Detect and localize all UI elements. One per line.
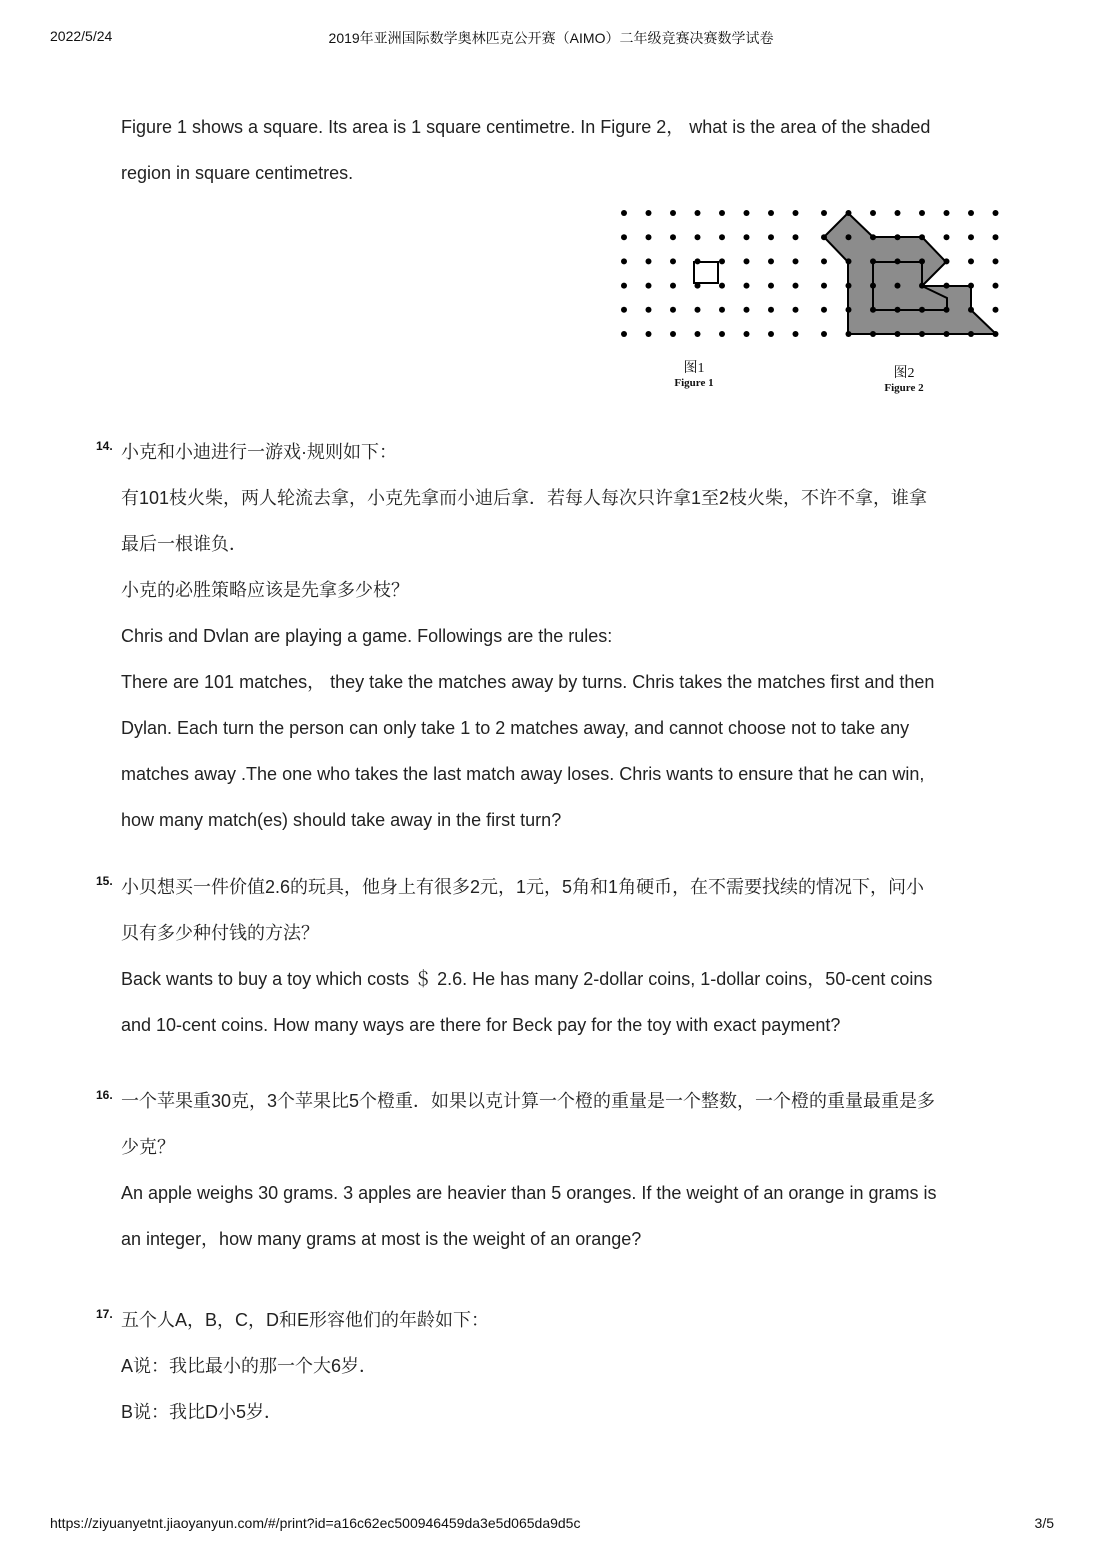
question-line: 小贝想买一件价值2.6的玩具，他身上有很多2元，1元，5角和1角硬币，在不需要找续的情况下，问小 [121,877,925,897]
grid-dot [793,210,799,216]
grid-dot [670,258,676,264]
grid-dot [821,210,827,216]
grid-dot [895,234,901,240]
grid-dot [646,307,652,313]
grid-dot [895,307,901,313]
grid-dot [846,307,852,313]
question-line: 贝有多少种付钱的方法？ [121,923,319,943]
grid-dot [821,234,827,240]
grid-dot [621,258,627,264]
grid-dot [744,210,750,216]
grid-dot [793,307,799,313]
grid-dot [719,307,725,313]
grid-dot [670,307,676,313]
question-line: Dylan. Each turn the person can only take 1 to 2 matches away, and cannot choose not to take any [121,718,910,738]
question-line: 一个苹果重30克，3个苹果比5个橙重．如果以克计算一个橙的重量是一个整数，一个橙的重量最重是多 [121,1091,936,1111]
figure2-label-en: Figure 2 [884,382,924,394]
grid-dot [870,258,876,264]
figure2-shaded-region [824,213,996,334]
grid-dot [744,331,750,337]
grid-dot [870,307,876,313]
grid-dot [768,307,774,313]
grid-dot [968,331,974,337]
grid-dot [993,210,999,216]
grid-dot [793,283,799,289]
grid-dot [821,283,827,289]
intro-line-2: region in square centimetres. [121,163,354,183]
grid-dot [744,234,750,240]
grid-dot [993,331,999,337]
figure2-caption [874,362,934,394]
grid-dot [621,210,627,216]
grid-dot [695,210,701,216]
question-number: 16. [96,1088,113,1102]
grid-dot [646,234,652,240]
grid-dot [621,234,627,240]
grid-dot [919,234,925,240]
grid-dot [993,258,999,264]
question-line: Chris and Dvlan are playing a game. Followings are the rules: [121,626,613,646]
grid-dot [968,283,974,289]
grid-dot [793,258,799,264]
page-number: 3/5 [1034,1515,1054,1531]
grid-dot [846,258,852,264]
question-number: 15. [96,874,113,888]
grid-dot [821,307,827,313]
grid-dot [719,234,725,240]
grid-dot [870,283,876,289]
grid-dot [968,234,974,240]
grid-dot [695,258,701,264]
question-line: an integer，how many grams at most is the weight of an orange? [121,1229,642,1249]
grid-dot [670,331,676,337]
grid-dot [821,258,827,264]
grid-dot [919,210,925,216]
grid-dot [646,258,652,264]
question-number: 17. [96,1307,113,1321]
grid-dot [621,283,627,289]
grid-dot [870,234,876,240]
question-line: matches away .The one who takes the last match away loses. Chris wants to ensure that he can win, [121,764,925,784]
grid-dot [870,210,876,216]
grid-dot [895,258,901,264]
grid-dot [944,234,950,240]
grid-dot [695,283,701,289]
figure1-unit-square [694,262,718,283]
figure1-label-en: Figure 1 [674,377,714,389]
question-line: 有101枝火柴，两人轮流去拿，小克先拿而小迪后拿．若每人每次只许拿1至2枝火柴，不许不拿，谁拿 [121,488,928,508]
grid-dot [768,234,774,240]
grid-dot [821,331,827,337]
grid-dot [944,283,950,289]
grid-dot [968,258,974,264]
document-title: 2019年亚洲国际数学奥林匹克公开赛（AIMO）二年级竞赛决赛数学试卷 [328,30,774,46]
question-number: 14. [96,439,113,453]
grid-dot [993,307,999,313]
grid-dot [646,210,652,216]
grid-dot [670,234,676,240]
question-line: 五个人A，B，C，D和E形容他们的年龄如下： [121,1310,490,1330]
grid-dot [993,283,999,289]
grid-dot [919,283,925,289]
grid-dot [968,307,974,313]
grid-dot [846,210,852,216]
question-line: 小克的必胜策略应该是先拿多少枝？ [121,580,409,600]
figure1-caption [664,357,724,389]
grid-dot [919,258,925,264]
grid-dot [768,258,774,264]
grid-dot [670,210,676,216]
grid-dot [895,331,901,337]
grid-dot [670,283,676,289]
figures [612,200,1012,405]
question-line: how many match(es) should take away in the first turn? [121,810,562,830]
question-line: 小克和小迪进行一游戏·规则如下： [121,442,397,462]
question-line: and 10-cent coins. How many ways are there for Beck pay for the toy with exact payment? [121,1015,841,1035]
grid-dot [944,331,950,337]
grid-dot [695,307,701,313]
grid-dot [719,210,725,216]
figure2-label-cn: 图2 [893,366,915,381]
grid-dot [968,210,974,216]
grid-dot [695,331,701,337]
grid-dot [768,210,774,216]
print-date: 2022/5/24 [50,28,113,44]
grid-dot [870,331,876,337]
grid-dot [768,331,774,337]
grid-dot [919,307,925,313]
grid-dot [919,331,925,337]
grid-dot [895,210,901,216]
grid-dot [695,234,701,240]
question-line: 少克？ [121,1137,175,1157]
question-line: An apple weighs 30 grams. 3 apples are heavier than 5 oranges. If the weight of an orange in grams is [121,1183,937,1203]
grid-dot [621,307,627,313]
grid-dot [846,331,852,337]
grid-dot [895,283,901,289]
grid-dot [719,283,725,289]
grid-dot [744,307,750,313]
grid-dot [793,234,799,240]
intro-line-1: Figure 1 shows a square. Its area is 1 square centimetre. In Figure 2， what is the area of the shaded [121,117,931,137]
grid-dot [944,210,950,216]
grid-dot [744,283,750,289]
question-line: There are 101 matches， they take the matches away by turns. Chris takes the matches first and then [121,672,935,692]
grid-dot [719,331,725,337]
grid-dot [793,331,799,337]
grid-dot [646,283,652,289]
grid-dot [719,258,725,264]
question-line: Back wants to buy a toy which costs ＄ 2.6. He has many 2-dollar coins, 1-dollar coins，50-cent coins [121,969,933,989]
grid-dot [846,234,852,240]
grid-dot [744,258,750,264]
grid-dot [846,283,852,289]
grid-dot [944,307,950,313]
dot-grid-figures [612,200,1012,350]
footer-url: https://ziyuanyetnt.jiaoyanyun.com/#/print?id=a16c62ec500946459da3e5d065da9d5c [50,1515,581,1531]
question-line: 最后一根谁负． [121,534,247,554]
question-line: A说：我比最小的那一个大6岁． [121,1356,378,1376]
figure1-dot-grid [621,210,799,337]
grid-dot [768,283,774,289]
grid-dot [646,331,652,337]
question-line: B说：我比D小5岁． [121,1402,283,1422]
figure1-label-cn: 图1 [683,361,705,376]
grid-dot [621,331,627,337]
grid-dot [944,258,950,264]
grid-dot [993,234,999,240]
